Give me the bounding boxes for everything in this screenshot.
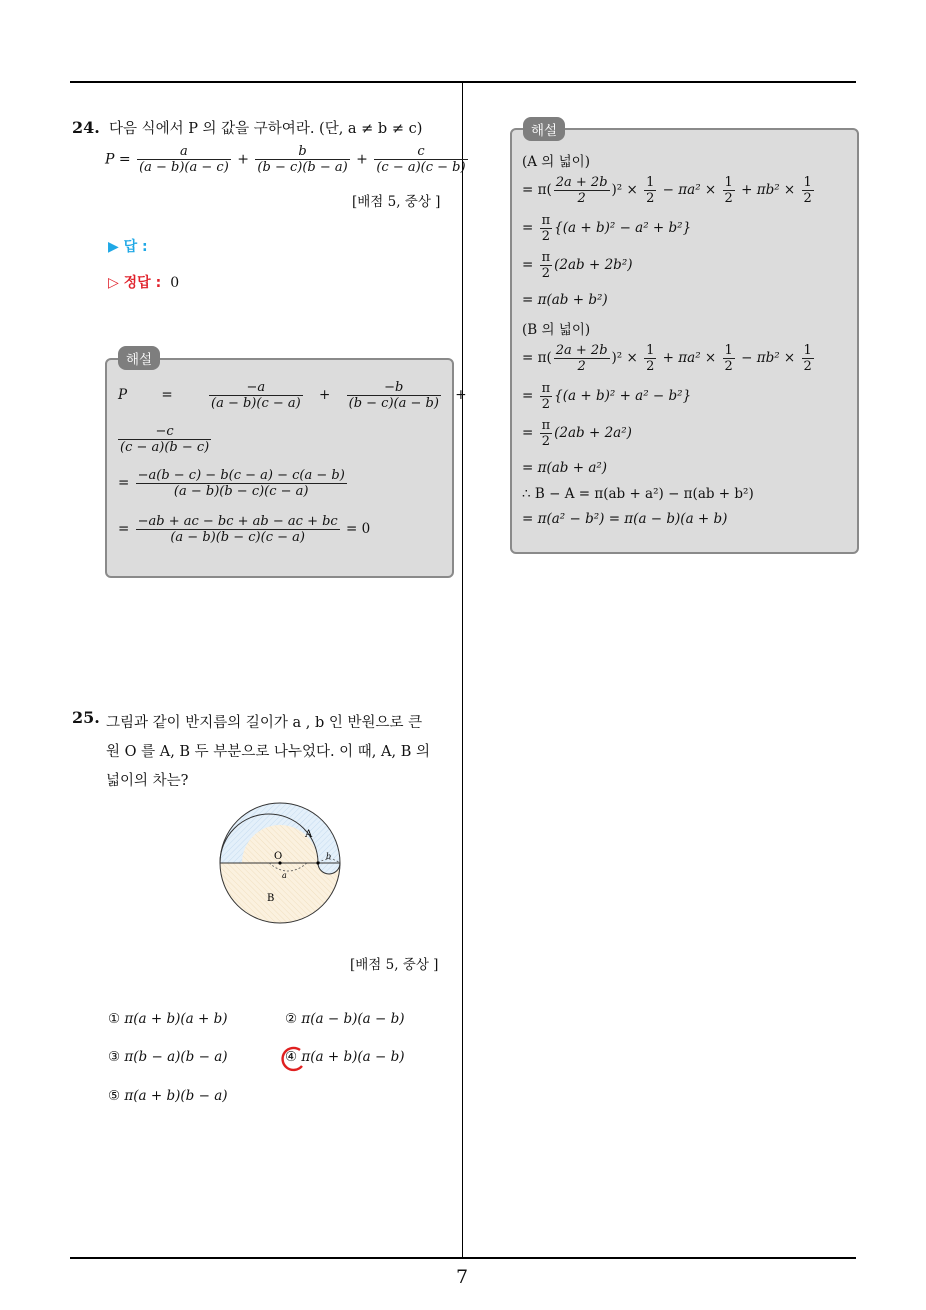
area-a-step-2: = $\frac{\pi}{2}$ {(a + b)² − a² + b²} bbox=[522, 213, 692, 244]
therefore-line: ∴ B − A = π(ab + a²) − π(ab + b²) bbox=[522, 486, 754, 502]
answer-label: ▶ 답 : bbox=[108, 239, 148, 255]
fraction: $\frac{-c}{(c - a)(b - c)}$ bbox=[120, 424, 210, 455]
semicircle-figure bbox=[210, 795, 350, 935]
choice-4[interactable]: ④ π(a + b)(a − b) bbox=[285, 1049, 405, 1065]
area-a-title: (A 의 넓이) bbox=[522, 154, 590, 170]
correct-answer bbox=[108, 272, 179, 292]
question-25 bbox=[72, 708, 100, 727]
q25-score: [배점 5, 중상 ] bbox=[350, 957, 439, 973]
page-number: 7 bbox=[456, 1266, 469, 1288]
choice-3[interactable]: ③ π(b − a)(b − a) bbox=[108, 1049, 228, 1065]
fraction: $\frac{-a}{(a - b)(c - a)}$ bbox=[211, 380, 301, 411]
area-b-step-3: = $\frac{\pi}{2}$ (2ab + 2a²) bbox=[522, 418, 632, 449]
fraction-2: $\frac{b}{(b - c)(b - a)}$ bbox=[257, 144, 348, 175]
label-A: A bbox=[305, 829, 313, 840]
question-text-line-1: 그림과 같이 반지름의 길이가 a , b 인 반원으로 큰 bbox=[106, 715, 423, 731]
selected-choice-circle bbox=[278, 1044, 308, 1074]
choice-2[interactable]: ② π(a − b)(a − b) bbox=[285, 1011, 405, 1027]
solution-line-1: P = $\frac{-a}{(a - b)(c - a)}$ + $\frac{-b}{(b - c)(a - b)}$ + bbox=[118, 380, 467, 411]
question-text-line-3: 넓이의 차는? bbox=[106, 773, 189, 789]
label-a: a bbox=[282, 871, 287, 880]
fraction: $\frac{-b}{(b - c)(a - b)}$ bbox=[348, 380, 439, 411]
q24-score: [배점 5, 중상 ] bbox=[352, 194, 441, 210]
solution-line-3: = $\frac{-a(b - c) - b(c - a) - c(a - b)}{(a - b)(b - c)(c - a)}$ bbox=[118, 468, 345, 499]
choice-1[interactable]: ① π(a + b)(a + b) bbox=[108, 1011, 228, 1027]
area-a-result: = π(ab + b²) bbox=[522, 292, 608, 308]
area-b-result: = π(ab + a²) bbox=[522, 460, 608, 476]
solution-tag: 해설 bbox=[118, 346, 160, 370]
label-b: b bbox=[326, 852, 332, 861]
formula-lhs: P = bbox=[105, 151, 131, 168]
area-b-step-1: = π( $\frac{2a + 2b}{2}$ )² × $\frac{1}{2}$ + πa² × $\frac{1}{2}$ − πb² × $\frac{1}{2}$ bbox=[522, 343, 812, 374]
area-a-step-1: = π( $\frac{2a + 2b}{2}$ )² × $\frac{1}{2}$ − πa² × $\frac{1}{2}$ + πb² × $\frac{1}{2}$ bbox=[522, 175, 812, 206]
column-divider bbox=[462, 83, 463, 1258]
area-a-step-3: = $\frac{\pi}{2}$ (2ab + 2b²) bbox=[522, 250, 633, 281]
solution-tag: 해설 bbox=[523, 117, 565, 141]
question-text: 다음 식에서 P 의 값을 구하여라. (단, a ≠ b ≠ c) bbox=[108, 121, 423, 137]
fraction: $\frac{-ab + ac - bc + ab - ac + bc}{(a - b)(b - c)(c - a)}$ bbox=[137, 514, 338, 545]
solution-line-4: = $\frac{-ab + ac - bc + ab - ac + bc}{(a - b)(b - c)(c - a)}$ = 0 bbox=[118, 514, 371, 545]
solution-line-2 bbox=[116, 424, 213, 455]
area-b-title: (B 의 넓이) bbox=[522, 322, 591, 338]
correct-value: 0 bbox=[170, 275, 180, 291]
fraction-1: $\frac{a}{(a - b)(a - c)}$ bbox=[139, 144, 229, 175]
top-rule bbox=[70, 81, 856, 83]
area-b-step-2: = $\frac{\pi}{2}$ {(a + b)² + a² − b²} bbox=[522, 381, 692, 412]
fraction-3: $\frac{c}{(c - a)(c - b)}$ bbox=[376, 144, 466, 175]
question-number: 25. bbox=[72, 708, 100, 727]
question-24 bbox=[72, 115, 422, 144]
choice-5[interactable]: ⑤ π(a + b)(b − a) bbox=[108, 1088, 228, 1104]
label-O: O bbox=[274, 851, 283, 862]
q24-formula: P = $\frac{a}{(a - b)(a - c)}$ + $\frac{b}{(b - c)(b - a)}$ + $\frac{c}{(c - a)(c - b)}$ bbox=[105, 144, 466, 175]
question-text-line-2: 원 O 를 A, B 두 부분으로 나누었다. 이 때, A, B 의 bbox=[106, 744, 430, 760]
bottom-rule bbox=[70, 1257, 856, 1259]
correct-label: ▷ 정답 : bbox=[108, 275, 162, 291]
final-line: = π(a² − b²) = π(a − b)(a + b) bbox=[522, 511, 728, 527]
label-B: B bbox=[267, 893, 275, 904]
fraction: $\frac{-a(b - c) - b(c - a) - c(a - b)}{(a - b)(b - c)(c - a)}$ bbox=[137, 468, 345, 499]
question-number: 24. bbox=[72, 118, 100, 137]
